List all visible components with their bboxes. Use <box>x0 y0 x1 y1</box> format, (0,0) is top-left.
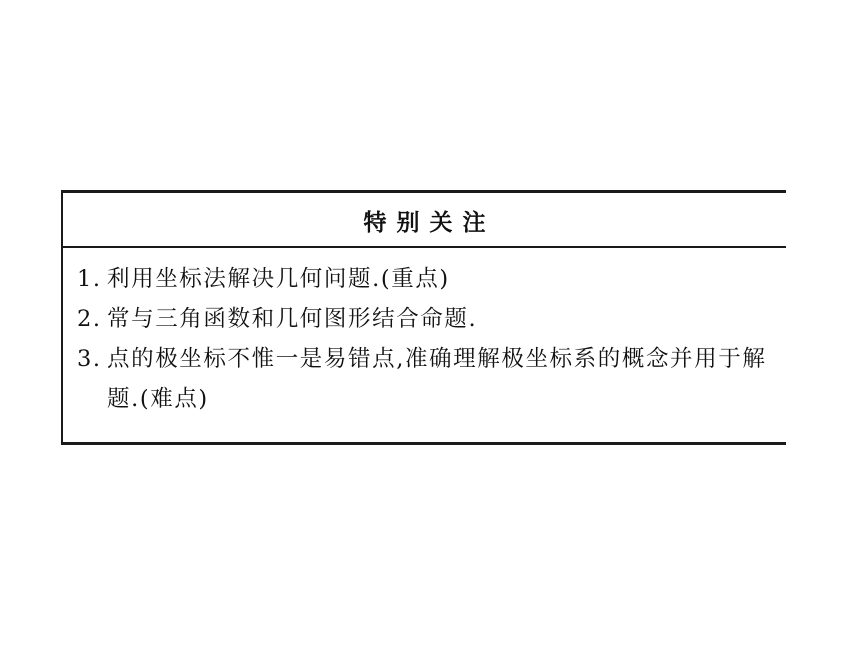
list-item-number: 3. <box>77 346 102 372</box>
panel-body <box>63 248 786 419</box>
special-attention-panel <box>61 190 786 445</box>
list-item-text: 点的极坐标不惟一是易错点,准确理解极坐标系的概念并用于解题.(难点) <box>107 346 767 412</box>
list-item-number: 2. <box>77 306 102 332</box>
list-item <box>77 259 774 299</box>
list-item <box>77 299 774 339</box>
panel-header <box>63 193 786 248</box>
panel-title: 特别关注 <box>363 210 496 236</box>
list-item-text: 常与三角函数和几何图形结合命题. <box>107 306 478 332</box>
list-item-text: 利用坐标法解决几何问题.(重点) <box>107 266 450 292</box>
list-item <box>77 339 774 419</box>
list-item-number: 1. <box>77 266 102 292</box>
